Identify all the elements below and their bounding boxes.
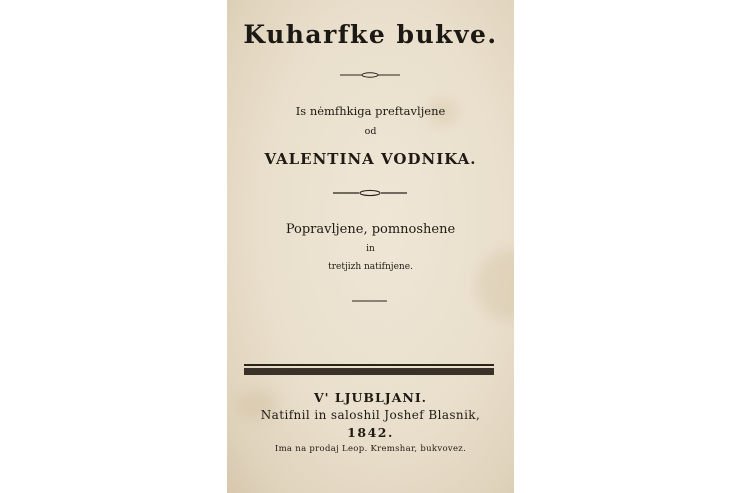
by-word: od: [364, 126, 377, 137]
paper-stain: [477, 250, 514, 320]
book-title: Kuharfke bukve.: [243, 20, 498, 49]
thick-double-rule: [244, 364, 494, 376]
translation-note: Is nėmfhkiga preftavljene: [295, 104, 446, 118]
author-name: VALENTINA VODNIKA.: [264, 150, 477, 168]
edition-note: tretjizh natifnjene.: [328, 262, 413, 272]
imprint-printer: Natifnil in saloshil Joshef Blasnik,: [260, 408, 481, 422]
ornament-divider-middle: [227, 188, 514, 198]
imprint-city: V' LJUBLJANI.: [313, 390, 428, 405]
and-word: in: [366, 244, 375, 254]
imprint-seller: Ima na prodaj Leop. Kremshar, bukvovez.: [274, 444, 467, 454]
imprint-year: 1842.: [347, 425, 394, 440]
ornament-divider-top: [227, 70, 514, 80]
book-title-page: [227, 0, 514, 493]
short-rule: [227, 296, 514, 306]
revision-note: Popravljene, pomnoshene: [285, 222, 456, 237]
